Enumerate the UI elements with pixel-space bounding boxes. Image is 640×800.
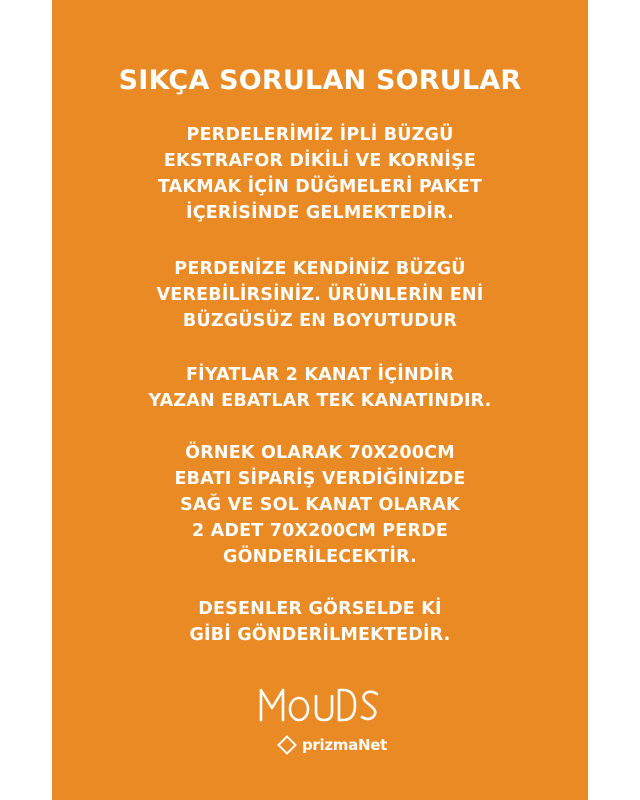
faq-line: TAKMAK İÇİN DÜĞMELERİ PAKET [157, 177, 483, 197]
faq-line: EKSTRAFOR DİKİLİ VE KORNİŞE [163, 151, 477, 171]
faq-line: PERDENİZE KENDİNİZ BÜZGÜ [174, 259, 466, 279]
faq-line: GÖNDERİLECEKTİR. [223, 547, 417, 567]
faq-paragraph-2 [52, 256, 588, 334]
faq-line: BÜZGÜSÜZ EN BOYUTUDUR [182, 311, 458, 331]
faq-line: PERDELERİMİZ İPLİ BÜZGÜ [186, 125, 454, 145]
brand-block [52, 678, 588, 758]
faq-line: 2 ADET 70X200CM PERDE [192, 521, 448, 541]
faq-paragraph-4 [52, 440, 588, 570]
diamond-mark-icon [277, 735, 297, 755]
faq-line: GİBİ GÖNDERİLMEKTEDİR. [189, 625, 451, 645]
faq-title: SIKÇA SORULAN SORULAR [118, 65, 522, 96]
faq-card [52, 0, 588, 800]
faq-paragraph-5 [52, 596, 588, 648]
faq-line: İÇERİSİNDE GELMEKTEDİR. [185, 203, 454, 223]
faq-line: DESENLER GÖRSELDE Kİ [198, 599, 442, 619]
faq-line: FİYATLAR 2 KANAT İÇİNDİR [186, 365, 454, 385]
faq-line: SAĞ VE SOL KANAT OLARAK [180, 495, 460, 515]
faq-line: VEREBİLİRSİNİZ. ÜRÜNLERİN ENİ [156, 285, 484, 305]
faq-paragraph-3 [52, 362, 588, 414]
faq-paragraph-1 [52, 122, 588, 226]
mouds-logo [255, 678, 385, 730]
sub-brand-name: prizmaNet [302, 736, 387, 754]
faq-line: ÖRNEK OLARAK 70X200CM [185, 443, 455, 463]
faq-line: EBATI SİPARİŞ VERDİĞİNİZDE [174, 469, 466, 489]
prizmanet-brand [280, 734, 387, 756]
faq-line: YAZAN EBATLAR TEK KANATINDIR. [148, 391, 492, 411]
